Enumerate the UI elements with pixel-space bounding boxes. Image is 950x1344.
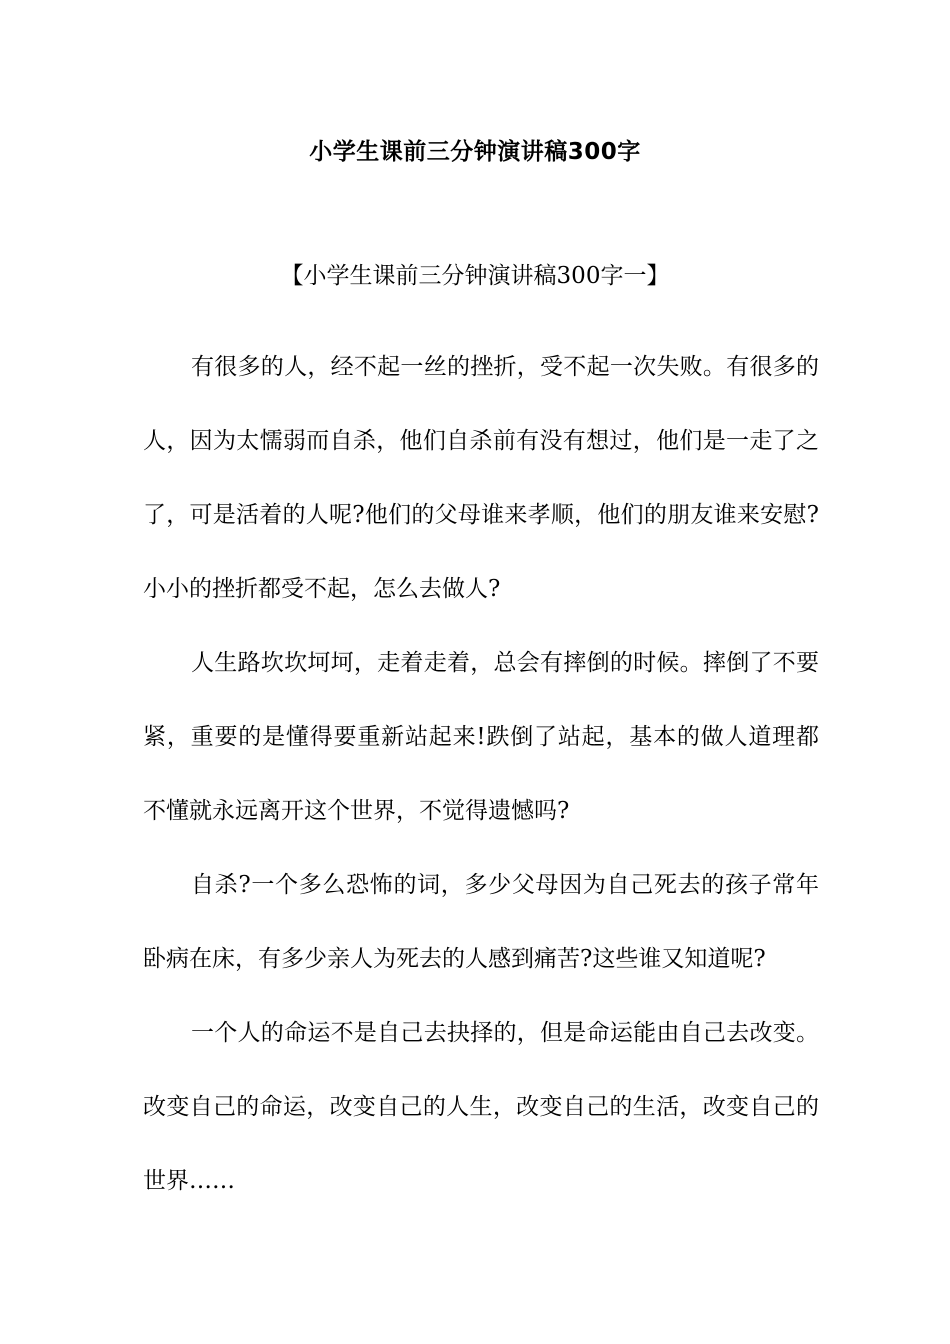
paragraph-3: 自杀?一个多么恐怖的词，多少父母因为自己死去的孩子常年卧病在床，有多少亲人为死去的人感到痛苦?这些谁又知道呢? [143,872,819,972]
paragraph-1: 有很多的人，经不起一丝的挫折，受不起一次失败。有很多的人，因为太懦弱而自杀，他们自杀前有没有想过，他们是一走了之了，可是活着的人呢?他们的父母谁来孝顺，他们的朋友谁来安慰?小小的挫折都受不起，怎么去做人? [143,354,819,602]
document-body [143,330,819,1218]
section-heading: 【小学生课前三分钟演讲稿300字一】 [280,263,670,289]
document-title: 小学生课前三分钟演讲稿300字 [309,139,641,165]
paragraph-4: 一个人的命运不是自己去抉择的，但是命运能由自己去改变。改变自己的命运，改变自己的人生，改变自己的生活，改变自己的世界…… [143,1020,819,1194]
paragraph-2: 人生路坎坎坷坷，走着走着，总会有摔倒的时候。摔倒了不要紧，重要的是懂得要重新站起来!跌倒了站起，基本的做人道理都不懂就永远离开这个世界，不觉得遗憾吗? [143,650,819,824]
